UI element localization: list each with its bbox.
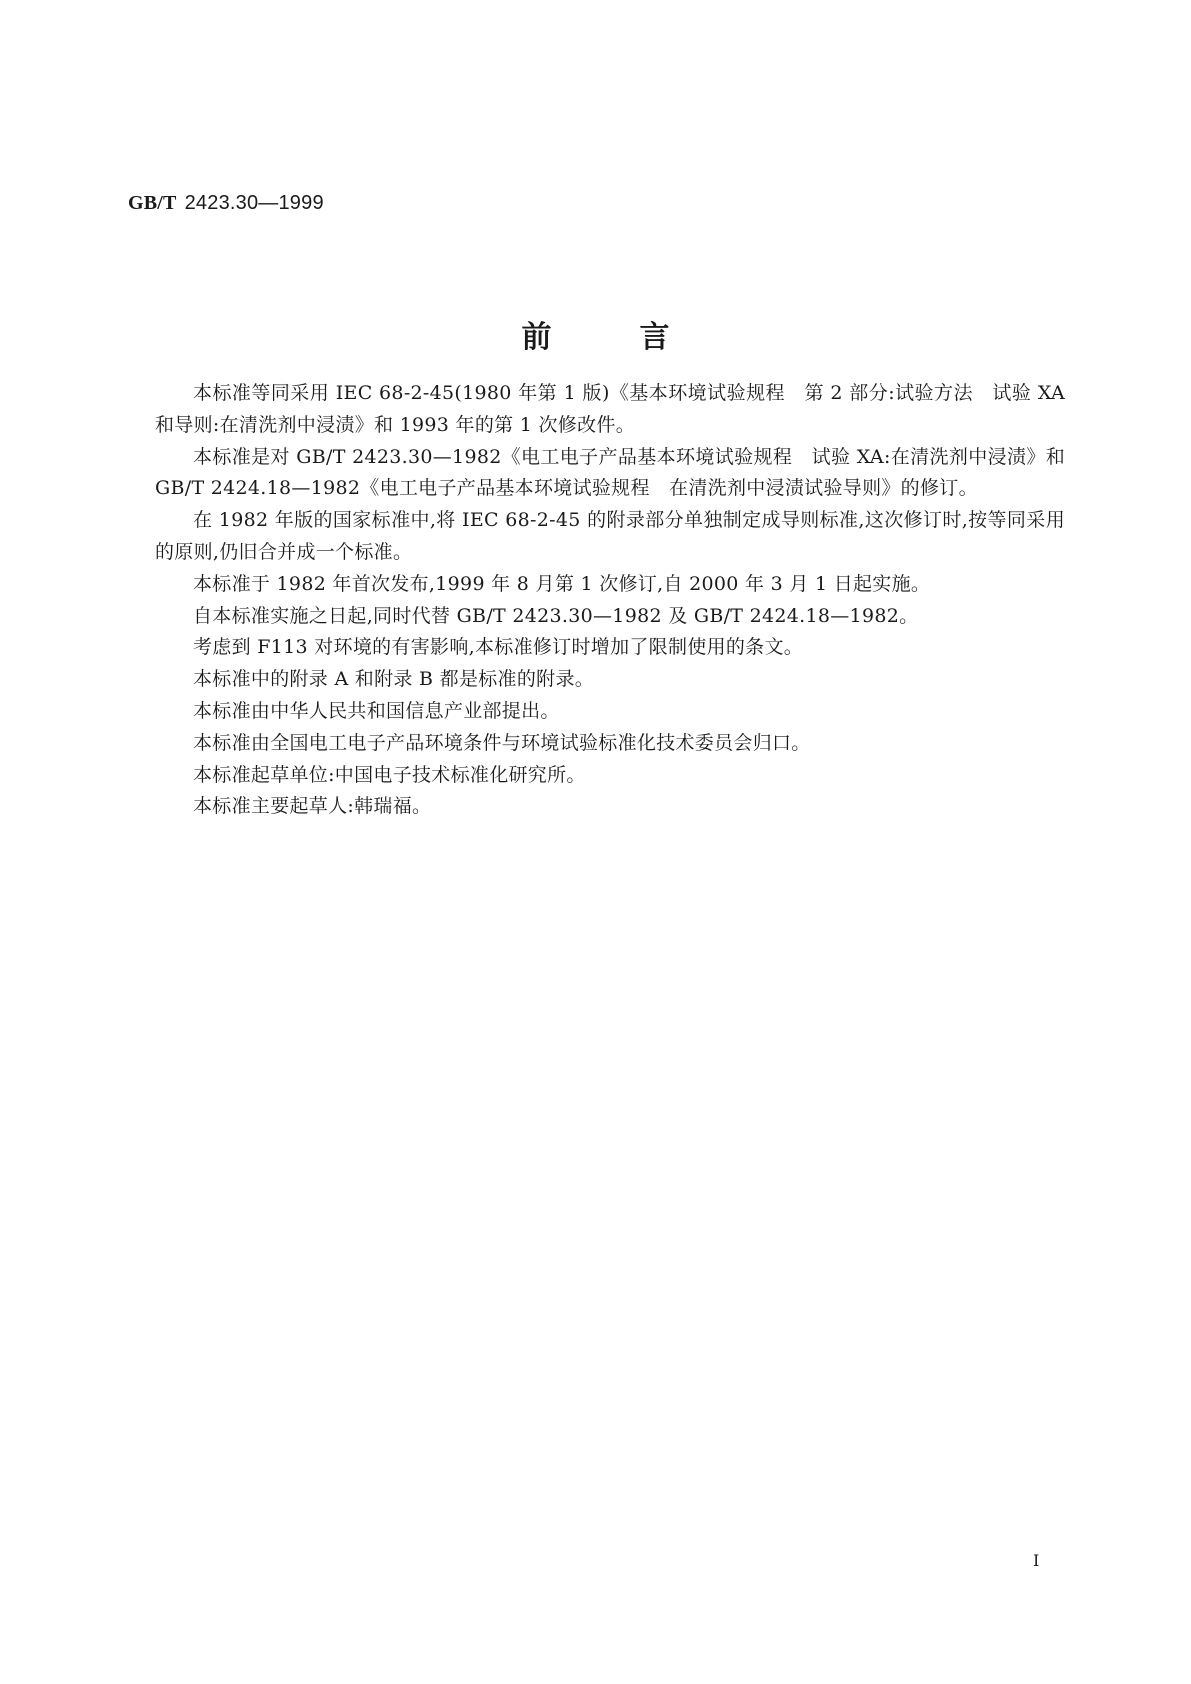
paragraph-merge: 在 1982 年版的国家标准中,将 IEC 68-2-45 的附录部分单独制定成导则标准,这次修订时,按等同采用的原则,仍旧合并成一个标准。 <box>155 509 1065 563</box>
page-title: 前言 <box>521 320 758 355</box>
paragraph-drafter: 本标准主要起草人:韩瑞福。 <box>193 795 432 818</box>
paragraph-drafting-unit: 本标准起草单位:中国电子技术标准化研究所。 <box>193 763 586 786</box>
paragraph-dates: 本标准于 1982 年首次发布,1999 年 8 月第 1 次修订,自 2000 年 3 月 1 日起实施。 <box>193 572 931 595</box>
standard-header <box>128 190 324 215</box>
paragraph-proposer: 本标准由中华人民共和国信息产业部提出。 <box>193 699 560 722</box>
paragraph-revision: 本标准是对 GB/T 2423.30—1982《电工电子产品基本环境试验规程 试验 XA:在清洗剂中浸渍》和 GB/T 2424.18—1982《电工电子产品基本环境试验规程 在清洗剂中浸渍试验导则》的修订。 <box>155 445 1065 500</box>
standard-number: 2423.30—1999 <box>184 192 324 214</box>
paragraph-committee: 本标准由全国电工电子产品环境条件与环境试验标准化技术委员会归口。 <box>193 731 811 754</box>
paragraph-appendix: 本标准中的附录 A 和附录 B 都是标准的附录。 <box>193 668 595 691</box>
paragraph-adoption: 本标准等同采用 IEC 68-2-45(1980 年第 1 版)《基本环境试验规程 第 2 部分:试验方法 试验 XA 和导则:在清洗剂中浸渍》和 1993 年的第 1 次修改件。 <box>155 382 1065 436</box>
standard-prefix: GB/T <box>128 192 177 214</box>
page-number: I <box>1033 1551 1040 1570</box>
paragraph-f113: 考虑到 F113 对环境的有害影响,本标准修订时增加了限制使用的条文。 <box>193 636 804 659</box>
paragraph-replaces: 自本标准实施之日起,同时代替 GB/T 2423.30—1982 及 GB/T 2424.18—1982。 <box>193 604 919 627</box>
foreword-body <box>155 378 1065 823</box>
